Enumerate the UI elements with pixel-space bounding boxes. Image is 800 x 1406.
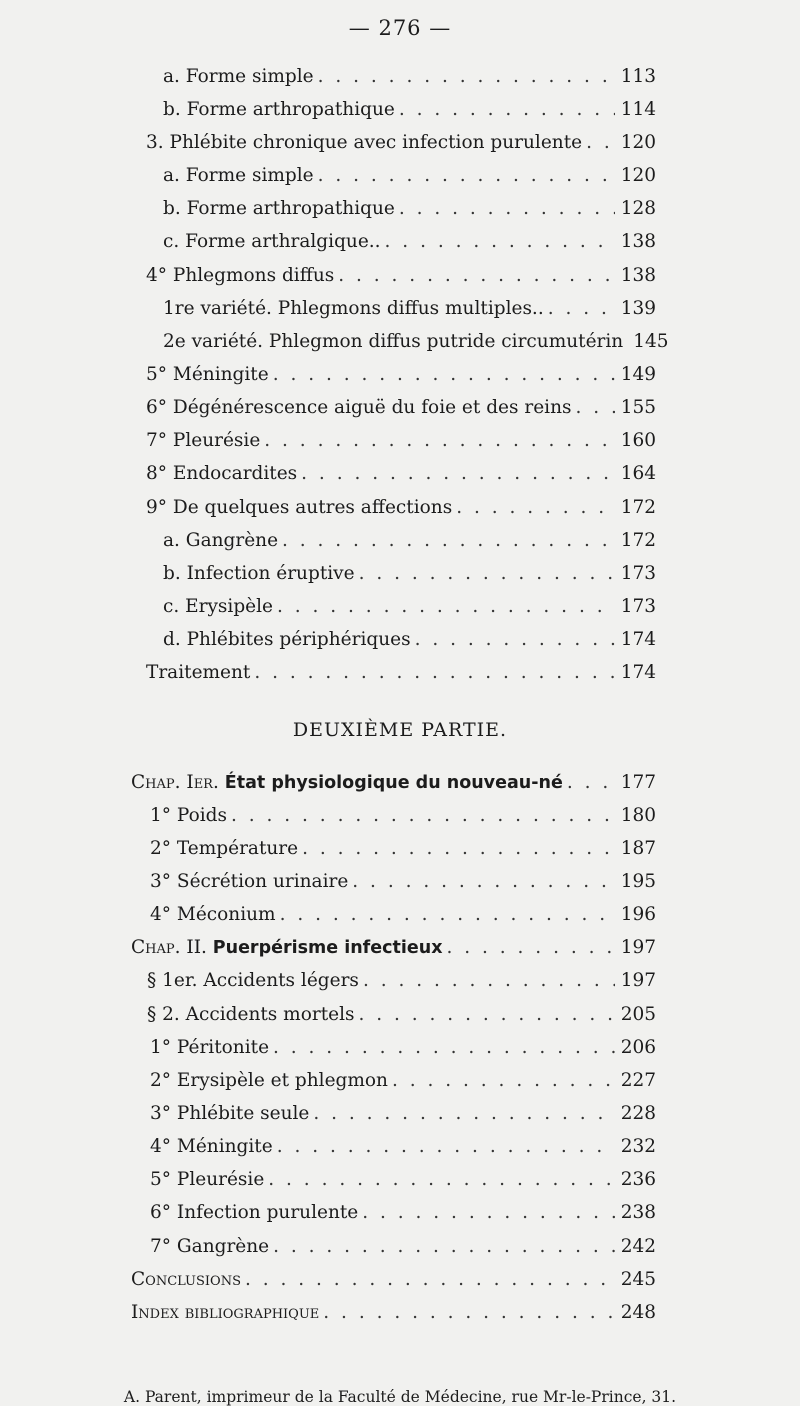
toc-entry bbox=[150, 1070, 656, 1096]
entry-label: 9° De quelques autres affections bbox=[146, 497, 453, 518]
entry-page: 155 bbox=[620, 397, 656, 418]
entry-label: 3° Sécrétion urinaire bbox=[150, 871, 349, 892]
toc-entry bbox=[163, 165, 656, 191]
entry-page: 245 bbox=[620, 1269, 656, 1290]
toc-entry bbox=[147, 1004, 656, 1030]
toc-entry bbox=[150, 1037, 656, 1063]
entry-label: 5° Méningite bbox=[146, 364, 269, 385]
chapter-entry bbox=[131, 937, 656, 963]
entry-label: 7° Pleurésie bbox=[146, 430, 261, 451]
entry-page: 139 bbox=[620, 298, 656, 319]
entry-page: 113 bbox=[620, 66, 656, 87]
chapter-prefix: Chap. Ier. bbox=[131, 772, 219, 793]
toc-entry bbox=[163, 563, 656, 589]
entry-label: 2° Température bbox=[150, 838, 299, 859]
entry-page: 206 bbox=[620, 1037, 656, 1058]
entry-label: b. Infection éruptive bbox=[163, 563, 355, 584]
entry-label: 3. Phlébite chronique avec infection purulente bbox=[146, 132, 583, 153]
entry-label: 2° Erysipèle et phlegmon bbox=[150, 1070, 388, 1091]
chapter-prefix: Chap. II. bbox=[131, 937, 207, 958]
entry-page: 177 bbox=[620, 772, 656, 793]
entry-page: 242 bbox=[620, 1236, 656, 1257]
entry-page: 138 bbox=[620, 265, 656, 286]
entry-page: 228 bbox=[620, 1103, 656, 1124]
entry-page: 248 bbox=[620, 1302, 656, 1323]
entry-page: 145 bbox=[633, 331, 669, 352]
toc-entry bbox=[147, 970, 656, 996]
chapter-title: Puerpérisme infectieux bbox=[212, 938, 443, 958]
entry-page: 196 bbox=[620, 904, 656, 925]
toc-entry bbox=[163, 629, 656, 655]
toc-entry bbox=[146, 463, 656, 489]
toc-entry bbox=[146, 497, 656, 523]
toc-entry bbox=[150, 838, 656, 864]
entry-label: 1re variété. Phlegmons diffus multiples.. bbox=[163, 298, 544, 319]
entry-label: 7° Gangrène bbox=[150, 1236, 270, 1257]
toc-entry bbox=[146, 265, 656, 291]
page-number: — 276 — bbox=[348, 16, 452, 40]
entry-label: 4° Phlegmons diffus bbox=[146, 265, 335, 286]
toc-entry bbox=[163, 198, 656, 224]
chapter-title: État physiologique du nouveau-né bbox=[224, 773, 563, 793]
entry-page: 120 bbox=[620, 132, 656, 153]
entry-page: 197 bbox=[620, 970, 656, 991]
printer-footer: A. Parent, imprimeur de la Faculté de Médecine, rue Mr-le-Prince, 31. bbox=[123, 1388, 677, 1406]
toc-entry bbox=[163, 298, 656, 324]
toc-entry bbox=[150, 871, 656, 897]
entry-label: 4° Méconium bbox=[150, 904, 276, 925]
entry-label: 1° Poids bbox=[150, 805, 227, 826]
entry-page: 174 bbox=[620, 662, 656, 683]
entry-label: 1° Péritonite bbox=[150, 1037, 270, 1058]
entry-page: 172 bbox=[620, 530, 656, 551]
toc-entry bbox=[150, 1103, 656, 1129]
entry-label: d. Phlébites périphériques bbox=[163, 629, 411, 650]
toc-entry bbox=[146, 662, 656, 688]
entry-label: a. Forme simple bbox=[163, 66, 314, 87]
entry-label: Conclusions bbox=[131, 1269, 241, 1290]
toc-entry bbox=[163, 596, 656, 622]
entry-page: 180 bbox=[620, 805, 656, 826]
toc-entry bbox=[163, 530, 656, 556]
entry-label: 4° Méningite bbox=[150, 1136, 273, 1157]
toc-entry bbox=[146, 364, 656, 390]
entry-label: a. Forme simple bbox=[163, 165, 314, 186]
toc-entry bbox=[150, 1202, 656, 1228]
entry-label: b. Forme arthropathique bbox=[163, 99, 395, 120]
entry-page: 160 bbox=[620, 430, 656, 451]
entry-page: 238 bbox=[620, 1202, 656, 1223]
entry-page: 187 bbox=[620, 838, 656, 859]
entry-page: 174 bbox=[620, 629, 656, 650]
toc-entry bbox=[150, 1236, 656, 1262]
toc-entry bbox=[131, 1302, 656, 1328]
entry-label: Traitement bbox=[146, 662, 251, 683]
entry-page: 232 bbox=[620, 1136, 656, 1157]
toc-entry bbox=[131, 1269, 656, 1295]
entry-label: a. Gangrène bbox=[163, 530, 279, 551]
toc-entry bbox=[146, 430, 656, 456]
toc-entry bbox=[146, 397, 656, 423]
entry-label: c. Erysipèle bbox=[163, 596, 273, 617]
entry-page: 173 bbox=[620, 596, 656, 617]
toc-entry bbox=[163, 99, 656, 125]
entry-label: Index bibliographique bbox=[131, 1302, 320, 1323]
entry-page: 172 bbox=[620, 497, 656, 518]
entry-page: 236 bbox=[620, 1169, 656, 1190]
entry-label: 8° Endocardites bbox=[146, 463, 298, 484]
entry-page: 149 bbox=[620, 364, 656, 385]
entry-page: 227 bbox=[620, 1070, 656, 1091]
entry-label: b. Forme arthropathique bbox=[163, 198, 395, 219]
entry-page: 128 bbox=[620, 198, 656, 219]
entry-label: 3° Phlébite seule bbox=[150, 1103, 310, 1124]
entry-label: 5° Pleurésie bbox=[150, 1169, 265, 1190]
entry-label: § 1er. Accidents légers bbox=[147, 970, 359, 991]
toc-entry bbox=[150, 904, 656, 930]
entry-label: 2e variété. Phlegmon diffus putride circumutérin bbox=[163, 331, 624, 352]
entry-page: 164 bbox=[620, 463, 656, 484]
chapter-entry bbox=[131, 772, 656, 798]
entry-page: 138 bbox=[620, 231, 656, 252]
entry-label: 6° Dégénérescence aiguë du foie et des reins bbox=[146, 397, 572, 418]
entry-label: § 2. Accidents mortels bbox=[147, 1004, 355, 1025]
toc-entry bbox=[150, 805, 656, 831]
entry-page: 195 bbox=[620, 871, 656, 892]
entry-page: 197 bbox=[620, 937, 656, 958]
part-title: DEUXIÈME PARTIE. bbox=[292, 719, 508, 741]
toc-entry bbox=[150, 1136, 656, 1162]
entry-page: 205 bbox=[620, 1004, 656, 1025]
entry-page: 120 bbox=[620, 165, 656, 186]
toc-entry bbox=[163, 331, 669, 357]
toc-entry bbox=[163, 66, 656, 92]
entry-page: 173 bbox=[620, 563, 656, 584]
entry-page: 114 bbox=[620, 99, 656, 120]
toc-entry bbox=[150, 1169, 656, 1195]
toc-entry bbox=[163, 231, 656, 257]
toc-entry bbox=[146, 132, 656, 158]
entry-label: 6° Infection purulente bbox=[150, 1202, 359, 1223]
entry-label: c. Forme arthralgique.. bbox=[163, 231, 381, 252]
